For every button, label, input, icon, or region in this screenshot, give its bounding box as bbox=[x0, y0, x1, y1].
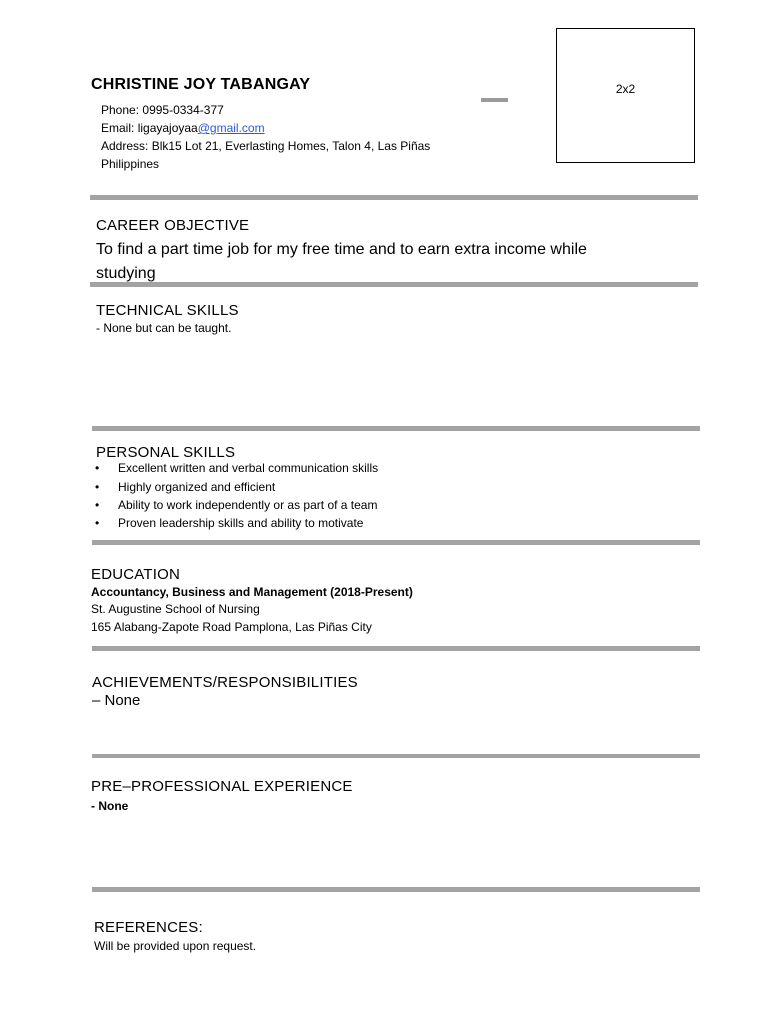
section-divider bbox=[90, 195, 698, 200]
email-link[interactable]: @gmail.com bbox=[197, 121, 265, 135]
phone-label: Phone: bbox=[101, 103, 140, 117]
education-heading: EDUCATION bbox=[91, 566, 181, 583]
address-value: Blk15 Lot 21, Everlasting Homes, Talon 4, Las Piñas bbox=[151, 139, 431, 153]
photo-placeholder bbox=[556, 28, 695, 163]
section-divider bbox=[92, 426, 700, 431]
address-line bbox=[101, 139, 430, 153]
career-objective-text: To find a part time job for my free time and to earn extra income while studying bbox=[96, 241, 587, 282]
experience-text: - None bbox=[91, 799, 129, 813]
section-divider bbox=[92, 646, 700, 651]
achievements-text: – None bbox=[92, 692, 141, 709]
section-divider bbox=[92, 754, 700, 758]
bullet-icon: • bbox=[95, 461, 100, 475]
personal-skills-heading: PERSONAL SKILLS bbox=[96, 444, 236, 461]
education-program: Accountancy, Business and Management (2018-Present) bbox=[91, 585, 413, 599]
references-heading: REFERENCES: bbox=[94, 919, 203, 936]
technical-skills-text: - None but can be taught. bbox=[96, 321, 232, 335]
education-address: 165 Alabang-Zapote Road Pamplona, Las Piñas City bbox=[91, 620, 372, 634]
email-user: ligayajoyaa bbox=[137, 121, 198, 135]
address-line-2: Philippines bbox=[101, 157, 160, 171]
career-objective-box bbox=[96, 238, 696, 282]
bullet-icon: • bbox=[95, 480, 100, 494]
list-item: • Proven leadership skills and ability to motivate bbox=[95, 516, 364, 530]
section-divider bbox=[92, 887, 700, 892]
references-text: Will be provided upon request. bbox=[94, 939, 257, 953]
achievements-heading: ACHIEVEMENTS/RESPONSIBILITIES bbox=[92, 674, 358, 691]
email-label: Email: bbox=[101, 121, 135, 135]
applicant-name: CHRISTINE JOY TABANGAY bbox=[91, 76, 311, 93]
career-objective-heading: CAREER OBJECTIVE bbox=[96, 217, 250, 234]
photo-size-label: 2x2 bbox=[615, 82, 636, 96]
experience-heading: PRE–PROFESSIONAL EXPERIENCE bbox=[91, 778, 353, 795]
email-line bbox=[101, 121, 265, 135]
technical-skills-heading: TECHNICAL SKILLS bbox=[96, 302, 239, 319]
list-item: • Highly organized and efficient bbox=[95, 480, 276, 494]
section-divider bbox=[92, 540, 700, 545]
decorative-dash bbox=[481, 98, 508, 102]
section-divider bbox=[90, 282, 698, 287]
address-label: Address: bbox=[101, 139, 149, 153]
list-item: • Ability to work independently or as part of a team bbox=[95, 498, 378, 512]
personal-skills-list bbox=[96, 461, 596, 531]
list-item: • Excellent written and verbal communication skills bbox=[95, 461, 379, 475]
bullet-icon: • bbox=[95, 498, 100, 512]
education-school: St. Augustine School of Nursing bbox=[91, 602, 260, 616]
phone-value: 0995-0334-377 bbox=[142, 103, 224, 117]
bullet-icon: • bbox=[95, 516, 100, 530]
phone-line bbox=[101, 103, 224, 117]
